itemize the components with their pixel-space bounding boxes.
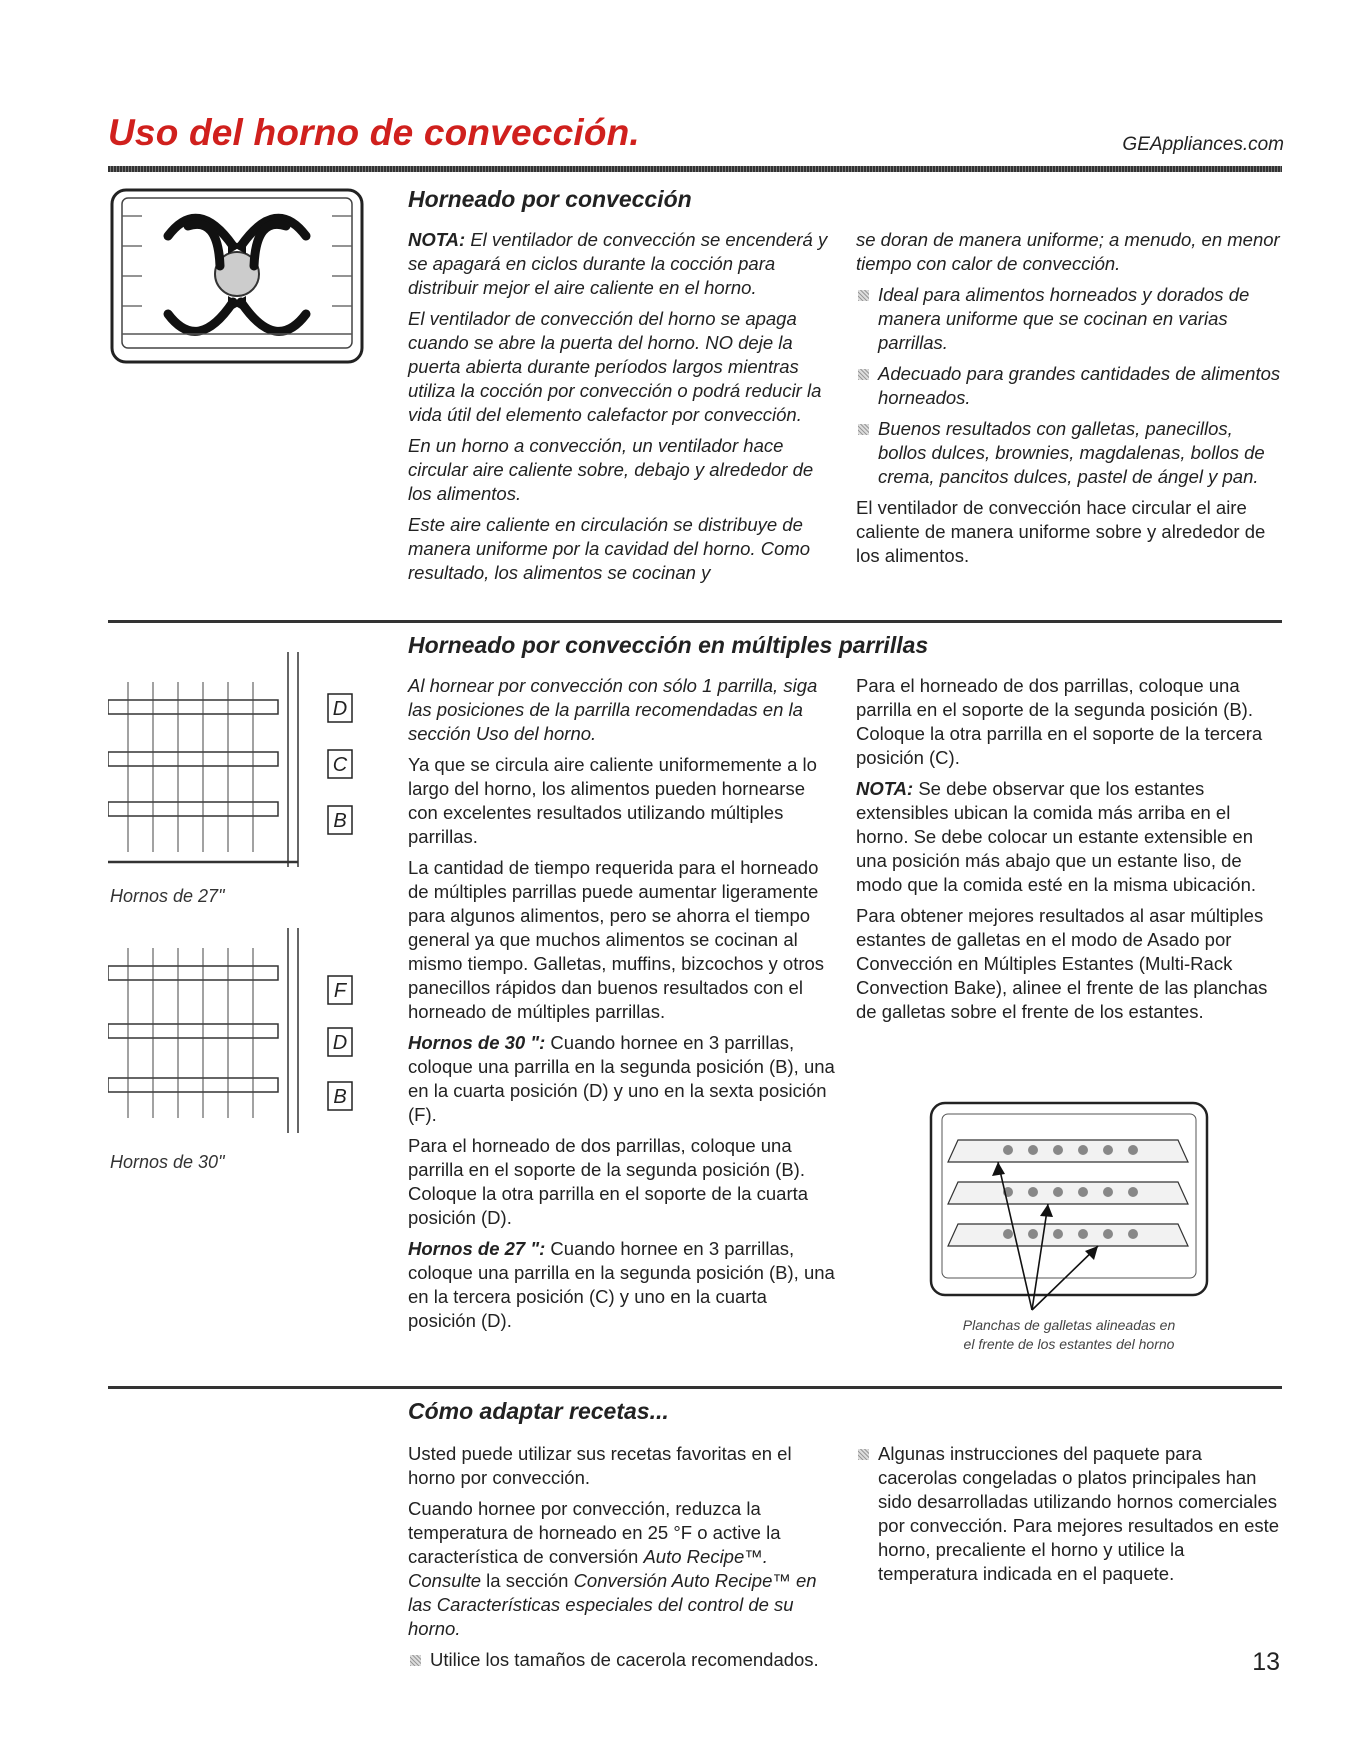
paragraph: Ya que se circula aire caliente uniformemente a lo largo del horno, los alimentos pueden hornearse con excelentes resultados utilizando múltiples parrillas. [408,754,817,847]
rack-letter-f: F [333,980,347,1002]
section1-right-column [856,228,1282,575]
caption-line: Planchas de galletas alineadas en [962,1317,1176,1333]
oven-27-label: Hornos de 27 ": [408,1238,546,1259]
nota-text: El ventilador de convección se encenderá y se apagará en ciclos durante la cocción para distribuir mejor el aire caliente en el horno. [408,229,828,298]
section2-right-column [856,674,1282,1031]
section3-right-column [856,1442,1282,1593]
convection-fan-icon [108,186,366,366]
paragraph: Usted puede utilizar sus recetas favoritas en el horno por convección. [408,1443,792,1488]
section1-left-column [408,228,838,592]
convection-oven-illustration [108,186,366,366]
rack-letter-b: B [333,1086,347,1108]
nota-paragraph [408,228,838,300]
list-item: Adecuado para grandes cantidades de alimentos horneados. [856,362,1282,410]
oven-30-label: Hornos de 30 ": [408,1032,546,1053]
section-divider [108,620,1282,623]
list-item: Ideal para alimentos horneados y dorados de manera uniforme que se cocinan en varias parrillas. [856,283,1282,355]
nota-label: NOTA: [856,778,914,799]
text-run: Conversión Auto Recipe™ en las Características especiales del control de su horno. [408,1570,817,1639]
oven-30-rack-diagram [108,928,358,1138]
paragraph [408,1237,836,1333]
text-run: Consulte [408,1570,482,1591]
oven-30-text: Cuando hornee en 3 parrillas, coloque una parrilla en la segunda posición (B), una en la cuarta posición (D) y uno en la sexta posición (F). [408,1032,835,1125]
rack-letter-c: C [332,754,348,776]
oven-30-caption: Hornos de 30" [110,1152,225,1172]
section-heading-adapt-recipes: Cómo adaptar recetas... [408,1398,669,1424]
section-divider [108,1386,1282,1389]
header-divider [108,166,1282,172]
text-run: Cuando hornee por convección, reduzca la temperatura de horneado en 25 °F o active la característica de conversión [408,1498,781,1567]
paragraph: El ventilador de convección del horno se apaga cuando se abre la puerta del horno. NO deje la puerta abierta durante períodos largos mientras utiliza la cocción por convección o podrá reducir la vida útil del elemento calefactor por convección. [408,308,822,425]
caption-line: el frente de los estantes del horno [963,1336,1175,1352]
oven-27-caption: Hornos de 27" [110,886,225,906]
cookie-sheets-illustration [928,1100,1210,1312]
section-heading-multi-rack: Horneado por convección en múltiples parrillas [408,632,929,658]
paragraph [856,777,1282,897]
section3-left-column [408,1442,836,1679]
list-item: Buenos resultados con galletas, panecillos, bollos dulces, brownies, magdalenas, bollos de crema, pancitos dulces, pastel de ángel y pan. [856,417,1282,489]
section-heading-convection-bake: Horneado por convección [408,186,692,212]
text-run: Auto Recipe™. [643,1546,768,1567]
section2-left-column [408,674,836,1340]
paragraph: Al hornear por convección con sólo 1 parrilla, siga las posiciones de la parrilla recomendadas en la sección Uso del horno. [408,675,818,744]
rack-letter-b: B [333,810,347,832]
oven-27-rack-diagram [108,652,358,872]
paragraph [408,1497,836,1641]
paragraph: En un horno a convección, un ventilador hace circular aire caliente sobre, debajo y alrededor de los alimentos. [408,435,814,504]
list-item: Algunas instrucciones del paquete para cacerolas congeladas o platos principales han sido desarrolladas utilizando hornos comerciales por convección. Para mejores resultados en este horno, precaliente el horno y utilice la temperatura indicada en el paquete. [856,1442,1282,1586]
paragraph: El ventilador de convección hace circular el aire caliente de manera uniforme sobre y alrededor de los alimentos. [856,497,1266,566]
paragraph: se doran de manera uniforme; a menudo, en menor tiempo con calor de convección. [856,229,1280,274]
paragraph [408,1031,836,1127]
nota-text: Se debe observar que los estantes extensibles ubican la comida más arriba en el horno. Se debe colocar un estante extensible en una posición más abajo que un estante liso, de modo que la comida esté en la misma ubicación. [856,778,1257,895]
cookie-sheets-caption [928,1316,1210,1354]
paragraph: La cantidad de tiempo requerida para el horneado de múltiples parrillas puede aumentar ligeramente para algunos alimentos, pero se ahorra el tiempo general ya que muchos alimentos se cocinan al mismo tiempo. Galletas, muffins, bizcochos y otros panecillos rápidos dan buenos resultados con el horneado de múltiples parrillas. [408,857,825,1022]
nota-label: NOTA: [408,229,466,250]
list-item: Utilice los tamaños de cacerola recomendados. [408,1648,836,1672]
rack-letter-d: D [332,698,348,720]
text-run: la sección [481,1570,574,1591]
website-link[interactable]: GEAppliances.com [1122,134,1284,155]
paragraph: Para obtener mejores resultados al asar múltiples estantes de galletas en el modo de Asado por Convección en Múltiples Estantes (Multi-Rack Convection Bake), alinee el frente de las planchas de galletas sobre el frente de los estantes. [856,905,1268,1022]
rack-letter-d: D [332,1032,348,1054]
page-number: 13 [1252,1648,1280,1676]
oven-27-text: Cuando hornee en 3 parrillas, coloque una parrilla en la segunda posición (B), una en la tercera posición (C) y uno en la cuarta posición (D). [408,1238,835,1331]
paragraph: Para el horneado de dos parrillas, coloque una parrilla en el soporte de la segunda posición (B). Coloque la otra parrilla en el soporte de la tercera posición (C). [856,675,1263,768]
page-title: Uso del horno de convección. [108,112,640,153]
paragraph: Este aire caliente en circulación se distribuye de manera uniforme por la cavidad del horno. Como resultado, los alimentos se cocinan y [408,514,811,583]
paragraph: Para el horneado de dos parrillas, coloque una parrilla en el soporte de la segunda posición (B). Coloque la otra parrilla en el soporte de la cuarta posición (D). [408,1135,809,1228]
